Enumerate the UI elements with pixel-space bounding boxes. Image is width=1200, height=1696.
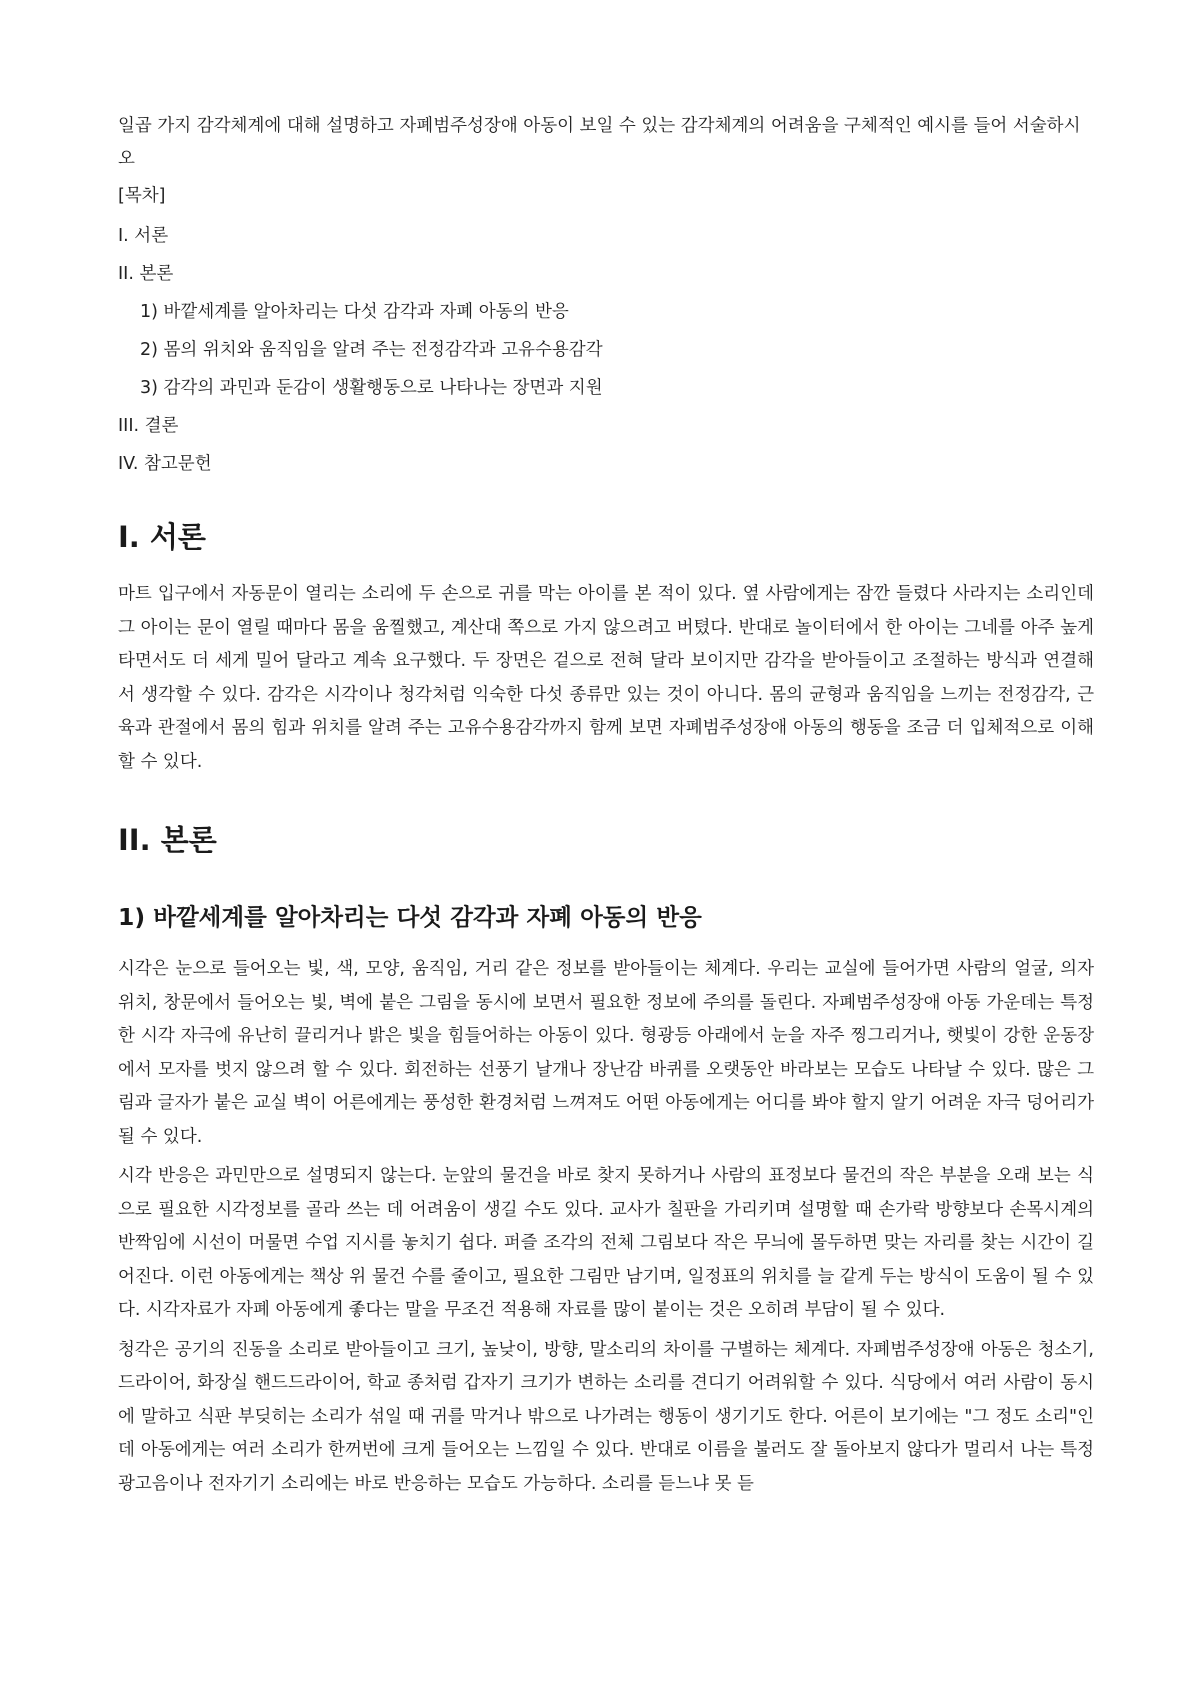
toc-item-references: IV. 참고문헌 <box>118 454 212 474</box>
toc-heading: [목차] <box>118 186 166 206</box>
section-heading-intro: I. 서론 <box>118 520 206 554</box>
toc-item-body-sub3: 3) 감각의 과민과 둔감이 생활행동으로 나타나는 장면과 지원 <box>140 378 603 398</box>
toc-item-body-sub2: 2) 몸의 위치와 움직임을 알려 주는 전정감각과 고유수용감각 <box>140 340 603 360</box>
body-paragraph-hearing: 청각은 공기의 진동을 소리로 받아들이고 크기, 높낮이, 방향, 말소리의 차이를 구별하는 체계다. 자폐범주성장애 아동은 청소기, 드라이어, 화장실 핸드드라이어, 학교 종처럼 갑자기 크기가 변하는 소리를 견디기 어려워할 수 있다. 식당에서 여러 사람이 동시에 말하고 식판 부딪히는 소리가 섞일 때 귀를 막거나 밖으로 나가려는 행동이 생기기도 한다. 어른이 보기에는 "그 정도 소리"인데 아동에게는 여러 소리가 한꺼번에 크게 들어오는 느낌일 수 있다. 반대로 이름을 불러도 잘 돌아보지 않다가 멀리서 나는 특정 광고음이나 전자기기 소리에는 바로 반응하는 모습도 가능하다. 소리를 듣느냐 못 듣 <box>118 1339 1094 1494</box>
body-paragraph-vision: 시각은 눈으로 들어오는 빛, 색, 모양, 움직임, 거리 같은 정보를 받아들이는 체계다. 우리는 교실에 들어가면 사람의 얼굴, 의자 위치, 창문에서 들어오는 빛, 벽에 붙은 그림을 동시에 보면서 필요한 정보에 주의를 돌린다. 자폐범주성장애 아동 가운데는 특정한 시각 자극에 유난히 끌리거나 밝은 빛을 힘들어하는 아동이 있다. 형광등 아래에서 눈을 자주 찡그리거나, 햇빛이 강한 운동장에서 모자를 벗지 않으려 할 수 있다. 회전하는 선풍기 날개나 장난감 바퀴를 오랫동안 바라보는 모습도 나타날 수 있다. 많은 그림과 글자가 붙은 교실 벽이 어른에게는 풍성한 환경처럼 느껴져도 어떤 아동에게는 어디를 봐야 할지 알기 어려운 자극 덩어리가 될 수 있다. <box>118 959 1094 1147</box>
toc-item-intro: I. 서론 <box>118 226 169 246</box>
table-of-contents <box>118 184 1094 476</box>
toc-item-body: II. 본론 <box>118 264 174 284</box>
section-heading-body: II. 본론 <box>118 823 217 857</box>
body-paragraph-vision-2: 시각 반응은 과민만으로 설명되지 않는다. 눈앞의 물건을 바로 찾지 못하거나 사람의 표정보다 물건의 작은 부분을 오래 보는 식으로 필요한 시각정보를 골라 쓰는 데 어려움이 생길 수도 있다. 교사가 칠판을 가리키며 설명할 때 손가락 방향보다 손목시계의 반짝임에 시선이 머물면 수업 지시를 놓치기 쉽다. 퍼즐 조각의 전체 그림보다 작은 무늬에 몰두하면 맞는 자리를 찾는 시간이 길어진다. 이런 아동에게는 책상 위 물건 수를 줄이고, 필요한 그림만 남기며, 일정표의 위치를 늘 같게 두는 방식이 도움이 될 수 있다. 시각자료가 자폐 아동에게 좋다는 말을 무조건 적용해 자료를 많이 붙이는 것은 오히려 부담이 될 수 있다. <box>118 1166 1094 1320</box>
toc-item-conclusion: III. 결론 <box>118 416 179 436</box>
intro-paragraph: 마트 입구에서 자동문이 열리는 소리에 두 손으로 귀를 막는 아이를 본 적이 있다. 옆 사람에게는 잠깐 들렸다 사라지는 소리인데 그 아이는 문이 열릴 때마다 몸을 움찔했고, 계산대 쪽으로 가지 않으려고 버텼다. 반대로 놀이터에서 한 아이는 그네를 아주 높게 타면서도 더 세게 밀어 달라고 계속 요구했다. 두 장면은 겉으로 전혀 달라 보이지만 감각을 받아들이고 조절하는 방식과 연결해서 생각할 수 있다. 감각은 시각이나 청각처럼 익숙한 다섯 종류만 있는 것이 아니다. 몸의 균형과 움직임을 느끼는 전정감각, 근육과 관절에서 몸의 힘과 위치를 알려 주는 고유수용감각까지 함께 보면 자폐범주성장애 아동의 행동을 조금 더 입체적으로 이해할 수 있다. <box>118 584 1094 772</box>
question-prompt: 일곱 가지 감각체계에 대해 설명하고 자폐범주성장애 아동이 보일 수 있는 감각체계의 어려움을 구체적인 예시를 들어 서술하시오 <box>118 116 1081 169</box>
subsection-heading-1: 1) 바깥세계를 알아차리는 다섯 감각과 자폐 아동의 반응 <box>118 903 702 931</box>
toc-item-body-sub1: 1) 바깥세계를 알아차리는 다섯 감각과 자폐 아동의 반응 <box>140 302 569 322</box>
